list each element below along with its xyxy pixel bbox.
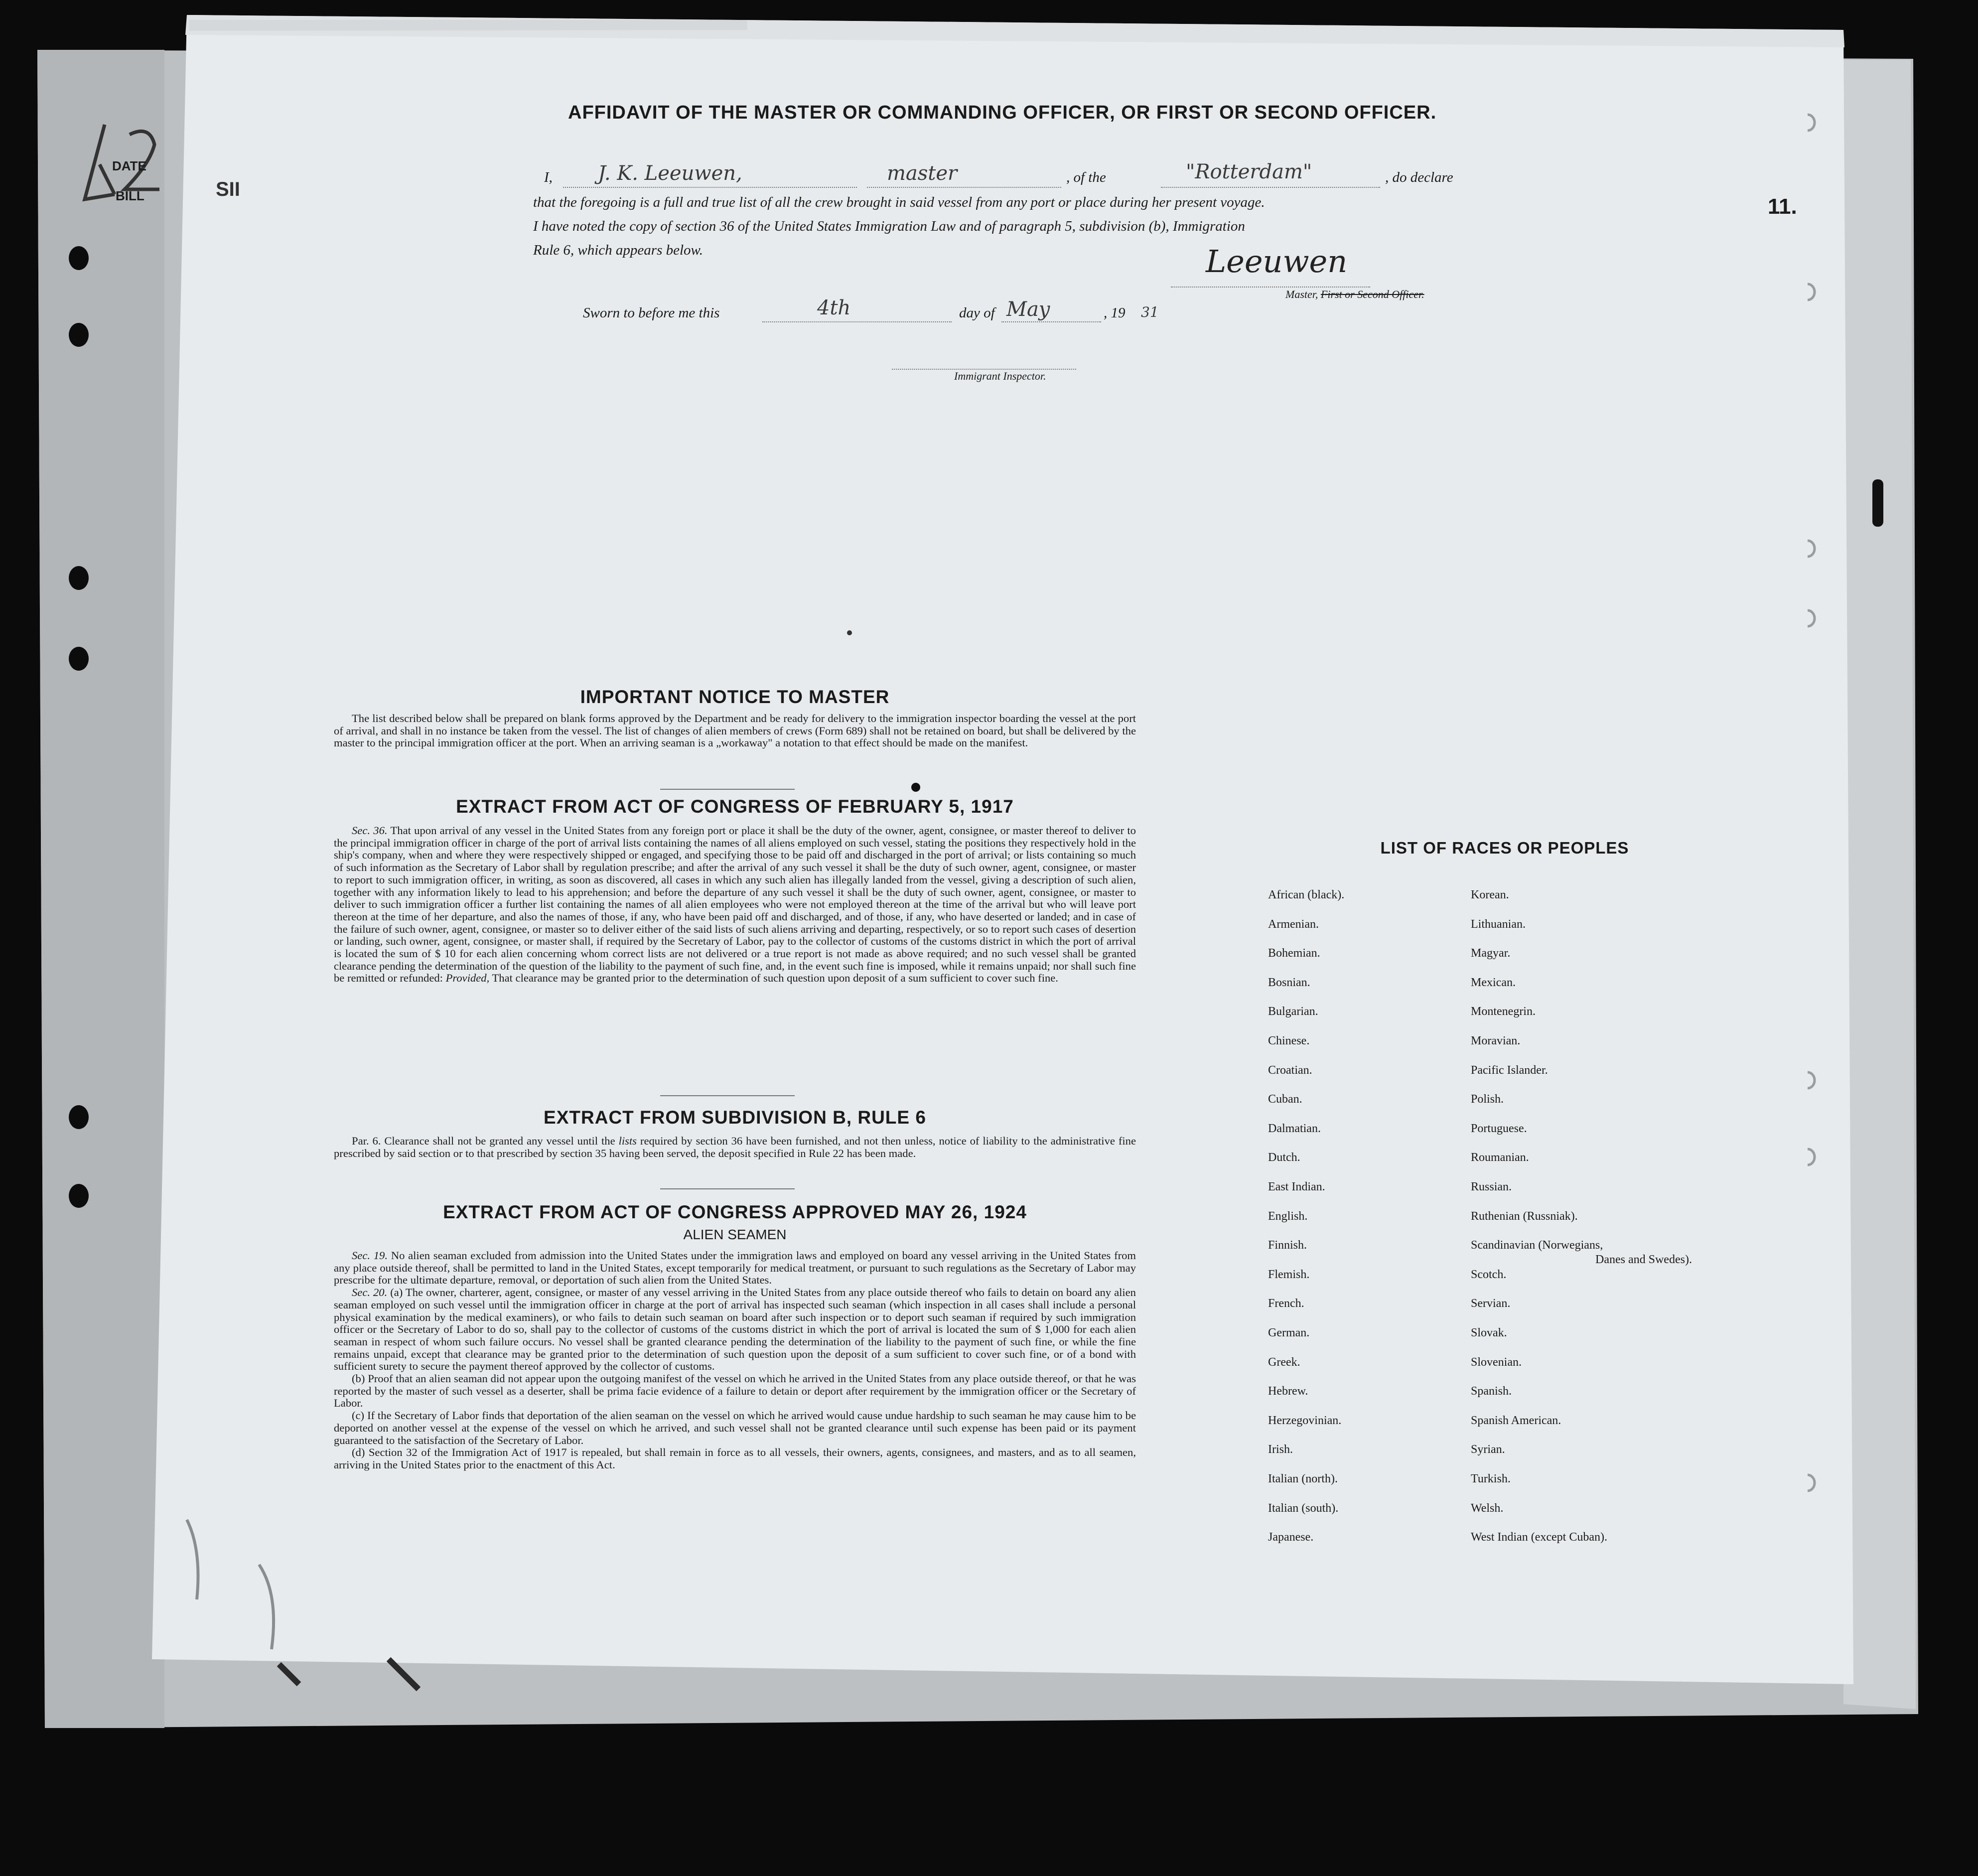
race-item: Croatian. <box>1268 1063 1312 1077</box>
race-item: French. <box>1268 1297 1304 1310</box>
race-item: Japanese. <box>1268 1531 1314 1544</box>
race-item: Dutch. <box>1268 1151 1300 1164</box>
stamp-bill: BILL <box>116 188 144 203</box>
race-item: Spanish. <box>1471 1385 1512 1398</box>
race-item: Italian (south). <box>1268 1501 1339 1515</box>
race-item: Slovak. <box>1471 1326 1507 1339</box>
act-1924-sec20d: (d) Section 32 of the Immigration Act of 1917 is repealed, but shall remain in force as to all vessels, their owners, agents, consignees, and masters, and as to all seamen, arriving in the United States prior to the enactment of this Act. <box>334 1446 1136 1471</box>
mirrored-page-number: SII <box>216 178 240 200</box>
race-item: Montenegrin. <box>1471 1005 1536 1018</box>
notice-title: IMPORTANT NOTICE TO MASTER <box>580 687 890 707</box>
race-item: Cuban. <box>1268 1093 1302 1106</box>
act-1924-sec20a <box>334 1287 1136 1373</box>
sworn-year-prefix: , 19 <box>1104 305 1126 321</box>
race-item: Irish. <box>1268 1443 1293 1456</box>
race-item: Bosnian. <box>1268 976 1310 989</box>
declaration-line-3: I have noted the copy of section 36 of the United States Immigration Law and of paragraph 5, subdivision (b), Immigration <box>533 218 1245 234</box>
page-number: 11. <box>1768 194 1797 219</box>
stamp-date: DATE <box>112 158 146 173</box>
act-1917-proviso-label: Provided, <box>445 972 490 985</box>
sec19-label: Sec. 19. <box>352 1249 388 1262</box>
inspector-label: Immigrant Inspector. <box>954 370 1046 382</box>
race-item: Slovenian. <box>1471 1355 1522 1369</box>
signature-caption <box>1285 288 1424 301</box>
rule6-text <box>334 1135 1136 1159</box>
sworn-day-of: day of <box>959 305 995 321</box>
race-scandinavian-cont: Danes and Swedes). <box>1595 1253 1692 1266</box>
master-rank: master <box>887 162 958 185</box>
sec20a-text: (a) The owner, charterer, agent, consignee, or master of any vessel arriving in the United States from any place outside thereof who fails to detain on board any alien seaman employed on such vessel until the immigration officer in charge at the port of arrival has inspected such seaman (which inspection in all cases shall include a personal physical examination by the medical examiners), or who fails to detain such seaman on board after such inspection or to deport such seaman if required by such immigration officer or the Secretary of Labor to do so, shall pay to the collector of customs of the customs district in which the port of arrival is located the sum of $ 1,000 for each alien seaman in respect of whom such failure occurs. No vessel shall be granted clearance pending the determination of the liability to the payment of such fine, or while the fine remains unpaid, except that clearance may be granted prior to the determination of such question upon the deposit of a sum sufficient to cover such fine, or of a bond with sufficient surety to secure the payment thereof approved by the collector of customs. <box>334 1286 1136 1373</box>
race-item: Finnish. <box>1268 1239 1307 1252</box>
master-signature: Leeuwen <box>1206 243 1348 280</box>
master-name: J. K. Leeuwen, <box>598 162 742 185</box>
race-item: German. <box>1268 1326 1310 1339</box>
race-item: Dalmatian. <box>1268 1122 1321 1135</box>
under-page-right <box>1843 60 1916 1709</box>
act-1924-title: EXTRACT FROM ACT OF CONGRESS APPROVED MAY 26, 1924 <box>443 1202 1027 1222</box>
sec20-label: Sec. 20. <box>352 1286 388 1299</box>
race-item: Chinese. <box>1268 1034 1310 1047</box>
declaration-prefix: I, <box>544 169 553 185</box>
act-1924-sec20c: (c) If the Secretary of Labor finds that deportation of the alien seaman on the vessel on which he arrived would cause undue hardship to such seaman he may cause him to be deported on another vessel at the expense of the vessel on which he arrived, and such vessel shall not be granted clearance until such expense has been paid or its payment guaranteed to the satisfaction of the Secretary of Labor. <box>334 1409 1136 1446</box>
race-item: Lithuanian. <box>1471 917 1526 931</box>
race-item: Scandinavian (Norwegians, <box>1471 1239 1603 1252</box>
race-item: Hebrew. <box>1268 1385 1308 1398</box>
rule6-title: EXTRACT FROM SUBDIVISION B, RULE 6 <box>544 1107 926 1128</box>
signature-caption-master: Master, <box>1285 288 1318 300</box>
act-1917-text <box>334 825 1136 985</box>
race-item: Moravian. <box>1471 1034 1521 1047</box>
sworn-prefix: Sworn to before me this <box>583 305 720 321</box>
race-item: English. <box>1268 1209 1308 1223</box>
declaration-line-4: Rule 6, which appears below. <box>533 242 703 258</box>
signature-line <box>1171 287 1370 288</box>
vessel-field-line <box>1161 187 1380 188</box>
act-1917-body: That upon arrival of any vessel in the United States from any foreign port or place it shall be the duty of the owner, agent, consignee, or master thereof to deliver to the principal immigration officer in charge of the port of arrival lists containing the names of all aliens employed on such vessel, stating the positions they respectively hold in the ship's company, when and where they were respectively shipped or engaged, and specifying those to be paid off and discharged in the port of arrival; or lists containing so much of such information as the Secretary of Labor shall by regulation prescribe; and after the arrival of any such vessel it shall be the duty of such owner, agent, consignee, or master to report to such immigration officer, in writing, as soon as discovered, all cases in which any such alien has illegally landed from the vessel, giving a description of such alien, together with any information likely to lead to his apprehension; and before the departure of any such vessel it shall be the duty of such owner, agent, consignee, or master to deliver to such immigration officer a further list containing the names of all alien employees who were not employed thereon at the time of the arrival but who will leave port thereon at the time of her departure, and also the names of those, if any, who have been paid off and discharged, and of those, if any, who have deserted or landed; and in case of the failure of such owner, agent, consignee, or master so to deliver either of the said lists of such aliens arriving and departing, respectively, or so to report such cases of desertion or landing, such owner, agent, consignee, or master shall, if required by the Secretary of Labor, pay to the collector of customs of the customs district in which the port of arrival is located the sum of $ 10 for each alien concerning whom correct lists are not delivered or a true report is not made as above required; and no such vessel shall be granted clearance pending the determination of the question of the liability to the payment of such fine, and, in the event such fine is imposed, while it remains unpaid; nor shall such fine be remitted or refunded: <box>334 824 1136 985</box>
race-item: Flemish. <box>1268 1268 1310 1281</box>
race-item: Italian (north). <box>1268 1472 1338 1485</box>
race-item: Bohemian. <box>1268 947 1320 960</box>
race-item: Turkish. <box>1471 1472 1511 1485</box>
act-1917-proviso: That clearance may be granted prior to the determination of such question upon deposit of a sum sufficient to cover such fine. <box>492 972 1058 985</box>
race-item: Welsh. <box>1471 1501 1504 1515</box>
declaration-mid: , of the <box>1066 169 1106 185</box>
affidavit-title: AFFIDAVIT OF THE MASTER OR COMMANDING OFFICER, OR FIRST OR SECOND OFFICER. <box>568 102 1437 123</box>
race-item: Ruthenian (Russniak). <box>1471 1209 1578 1223</box>
race-item: African (black). <box>1268 888 1345 901</box>
vessel-name: "Rotterdam" <box>1186 160 1312 183</box>
race-item: Roumanian. <box>1471 1151 1529 1164</box>
sec19-text: No alien seaman excluded from admission into the United States under the immigration laws and employed on board any vessel arriving in the United States from any place outside thereof, shall be permitted to land in the United States, except temporarily for medical treatment, or pursuant to such regulations as the Secretary of Labor may prescribe for the ultimate departure, removal, or deportation of such alien from the United States. <box>334 1249 1136 1287</box>
race-item: Korean. <box>1471 888 1509 901</box>
sworn-day-line <box>762 321 952 322</box>
name-field-line <box>563 187 857 188</box>
race-item: Syrian. <box>1471 1443 1505 1456</box>
race-item: West Indian (except Cuban). <box>1471 1531 1607 1544</box>
race-item: East Indian. <box>1268 1180 1325 1193</box>
divider-2 <box>660 1095 795 1096</box>
rule6-lists: lists <box>618 1135 637 1147</box>
act-1917-sec-label: Sec. 36. <box>352 824 388 837</box>
declaration-suffix: , do declare <box>1385 169 1453 185</box>
race-item: Russian. <box>1471 1180 1512 1193</box>
race-item: Magyar. <box>1471 947 1511 960</box>
rule6-text-a: Par. 6. Clearance shall not be granted any vessel until the <box>352 1135 615 1147</box>
race-item: Armenian. <box>1268 917 1319 931</box>
race-item: Pacific Islander. <box>1471 1063 1548 1077</box>
rank-field-line <box>867 187 1061 188</box>
act-1924-sec19 <box>334 1250 1136 1287</box>
sworn-month: May <box>1006 298 1050 321</box>
race-item: Scotch. <box>1471 1268 1507 1281</box>
race-item: Bulgarian. <box>1268 1005 1318 1018</box>
act-1924-body <box>334 1250 1136 1471</box>
declaration-line-2: that the foregoing is a full and true list of all the crew brought in said vessel from any port or place during her present voyage. <box>533 194 1265 210</box>
race-item: Polish. <box>1471 1093 1504 1106</box>
act-1917-title: EXTRACT FROM ACT OF CONGRESS OF FEBRUARY 5, 1917 <box>456 796 1014 817</box>
race-item: Portuguese. <box>1471 1122 1527 1135</box>
divider-3 <box>660 1188 795 1189</box>
act-1924-sec20b: (b) Proof that an alien seaman did not appear upon the outgoing manifest of the vessel on which he arrived in the United States from any place outside thereof, or that he was reported by the master of such vessel as a deserter, shall be prima facie evidence of a failure to detain or deport after requirement by the immigration officer or the Secretary of Labor. <box>334 1372 1136 1410</box>
race-item: Spanish American. <box>1471 1414 1561 1427</box>
race-item: Mexican. <box>1471 976 1516 989</box>
race-item: Servian. <box>1471 1297 1511 1310</box>
rule6-text-b: required by section 36 have been furnished, and not then unless, notice of liability to the administrative fine prescribed by said section or to that prescribed by section 35 having been served, the deposit specified in Rule 22 has been made. <box>334 1135 1136 1159</box>
notice-text: The list described below shall be prepared on blank forms approved by the Department and be ready for delivery to the immigration inspector boarding the vessel at the port of arrival, and shall in no instance be taken from the vessel. The list of changes of alien members of crews (Form 689) shall not be retained on board, but shall be delivered by the master to the principal immigration officer at the port. When an arriving seaman is a „workaway" a notation to that effect should be made on the manifest. <box>334 712 1136 749</box>
race-item: Greek. <box>1268 1355 1300 1369</box>
divider-1 <box>660 789 795 790</box>
act-1924-subtitle: ALIEN SEAMEN <box>683 1227 787 1242</box>
sworn-day: 4th <box>817 296 851 319</box>
race-item: Herzegovinian. <box>1268 1414 1342 1427</box>
sworn-year: 31 <box>1141 304 1159 320</box>
sworn-month-line <box>1001 321 1101 322</box>
races-title: LIST OF RACES OR PEOPLES <box>1380 839 1629 857</box>
signature-caption-struck: First or Second Officer. <box>1320 288 1424 300</box>
